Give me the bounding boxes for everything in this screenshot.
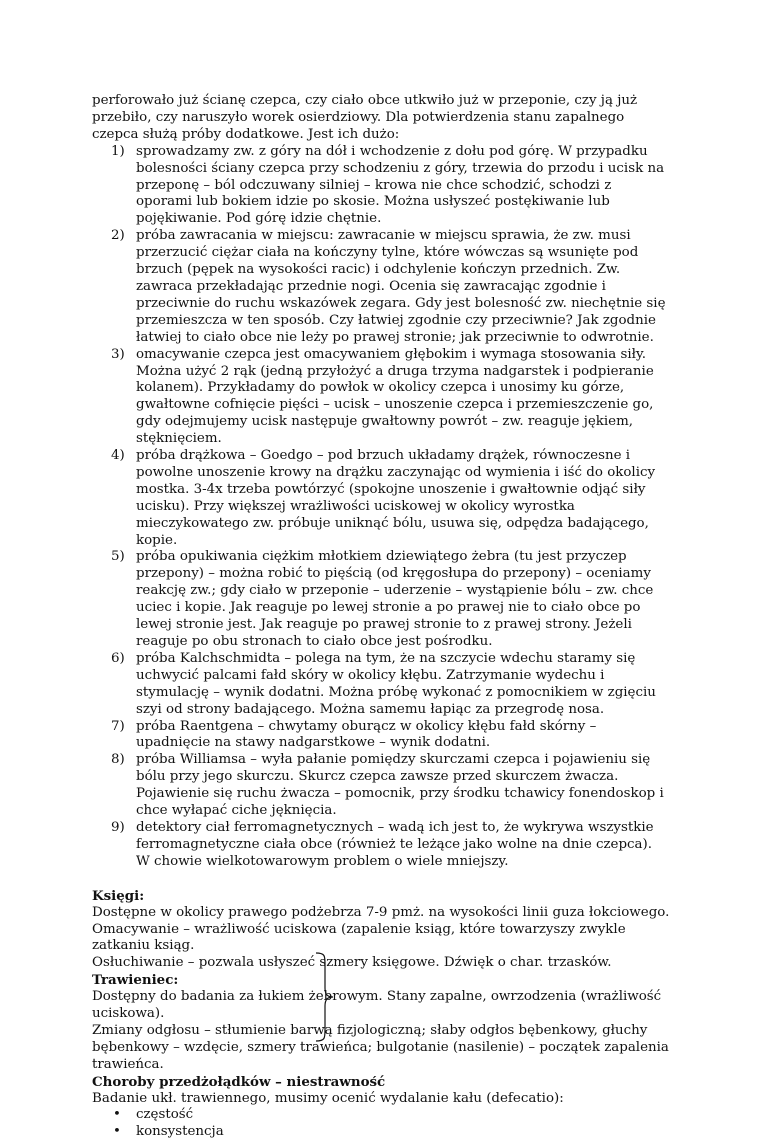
list-item [92, 1107, 670, 1124]
item-number: 7) [111, 718, 125, 734]
item-number: 3) [111, 346, 125, 362]
item-number: 1) [111, 143, 125, 159]
item-text: próba Williamsa – wyła pałanie pomiędzy skurczami czepca i pojawieniu się bólu przy jego skurczu. Skurcz czepca zawsze przed skurczem żwacza. Pojawienie się ruchu żwacza – pomocnik, przy środku tchawicy fonendoskop i chce wyłapać ciche jęknięcia. [136, 752, 664, 819]
item-number: 2) [111, 228, 125, 244]
bullet-icon: • [113, 1124, 121, 1140]
defecation-bullets [92, 1107, 670, 1141]
list-item [92, 228, 670, 346]
list-item [92, 651, 670, 719]
trawieniec-heading: Trawieniec: [92, 972, 179, 989]
item-text: próba drążkowa – Goedgo – pod brzuch układamy drążek, równoczesne i powolne unoszenie krowy na drążku zaczynając od wymienia i iść do okolicy mostka. 3-4x trzeba powtórzyć (spokojne unoszenie i gwałtownie odjąć siły ucisku). Przy większej wrażliwości uciskowej w okolicy wyrostka mieczykowatego zw. próbuje uniknąć bólu, usuwa się, odpędza badającego, kopie. [136, 448, 656, 548]
curly-brace-icon [313, 952, 337, 1042]
item-number: 9) [111, 819, 125, 835]
tests-list [92, 144, 670, 871]
list-item [92, 752, 670, 820]
ksiegi-line: Osłuchiwanie – pozwala usłyszeć szmery księgowe. Dźwięk o char. trzasków. [92, 955, 612, 971]
item-text: próba opukiwania ciężkim młotkiem dziewiątego żebra (tu jest przyczep przepony) – można robić to pięścią (od kręgosłupa do przepony) – oceniamy reakcję zw.; gdy ciało w przeponie – uderzenie – wystąpienie bólu – zw. chce uciec i kopie. Jak reaguje po lewej stronie a po prawej nie to ciało obce po lewej stronie jest. Jak reaguje po prawej stronie to z prawej strony. Jeżeli reaguje po obu stronach to ciało obce jest pośrodku. [136, 549, 654, 649]
item-text: sprowadzamy zw. z góry na dół i wchodzenie z dołu pod górę. W przypadku bolesności ściany czepca przy schodzeniu z góry, trzewia do przodu i ucisk na przeponę – ból odczuwany silniej – krowa nie chce schodzić, schodzi z oporami lub bokiem idzie po skosie. Można usłyszeć postękiwanie lub pojękiwanie. Pod górę idzie chętnie. [136, 143, 665, 227]
item-number: 6) [111, 650, 125, 666]
item-number: 8) [111, 752, 125, 768]
intro-paragraph: perforowało już ścianę czepca, czy ciało obce utkwiło już w przeponie, czy ją już przebiło, czy naruszyło worek osierdziowy. Dla potwierdzenia stanu zapalnego czepca służą próby dodatkowe. Jest ich dużo: [92, 93, 638, 142]
list-item [92, 820, 670, 871]
choroby-heading: Choroby przedżołądków – niestrawność [92, 1073, 386, 1090]
item-number: 5) [111, 549, 125, 565]
list-item [92, 448, 670, 549]
item-text: próba zawracania w miejscu: zawracanie w miejscu sprawia, że zw. musi przerzucić ciężar ciała na kończyny tylne, które wówczas są wsunięte pod brzuch (pępek na wysokości racic) i odchylenie kończyn przednich. Zw. zawraca przekładając przednie nogi. Ocenia się zawracając zgodnie i przeciwnie do ruchu wskazówek zegara. Gdy jest bolesność zw. niechętnie się przemieszcza w ten sposób. Czy łatwiej zgodnie czy przeciwnie? Jak zgodnie łatwiej to ciało obce nie leży po prawej stronie; jak przeciwnie to odwrotnie. [136, 228, 666, 345]
item-number: 4) [111, 448, 125, 464]
list-item [92, 549, 670, 650]
ksiegi-line: Dostępne w okolicy prawego podżebrza 7-9 pmż. na wysokości linii guza łokciowego. [92, 904, 670, 920]
spacer [92, 871, 670, 888]
bullet-icon: • [113, 1107, 121, 1123]
trawieniec-line: Dostępny do badania za łukiem żebrowym. Stany zapalne, owrzodzenia (wrażliwość uciskowa). [92, 989, 662, 1022]
choroby-line: Badanie ukł. trawiennego, musimy ocenić wydalanie kału (defecatio): [92, 1090, 564, 1106]
bullet-text: częstość [136, 1107, 194, 1123]
trawieniec-line: Zmiany odgłosu – stłumienie barwą fizjologiczną; słaby odgłos bębenkowy, głuchy bębenkowy – wzdęcie, szmery trawieńca; bulgotanie (nasilenie) – początek zapalenia trawieńca. [92, 1022, 669, 1072]
item-text: omacywanie czepca jest omacywaniem głębokim i wymaga stosowania siły. Można użyć 2 rąk (jedną przyłożyć a druga trzyma nadgarstek i podpieranie kolanem). Przykładamy do powłok w okolicy czepca i unosimy ku górze, gwałtowne cofnięcie pięści – ucisk – unoszenie czepca i przemieszczenie go, gdy odejmujemy ucisk następuje gwałtowny powrót – zw. reaguje jękiem, stęknięciem. [136, 346, 654, 447]
item-text: próba Kalchschmidta – polega na tym, że na szczycie wdechu staramy się uchwycić palcami fałd skóry w okolicy kłębu. Zatrzymanie wydechu i stymulację – wynik dodatni. Można próbę wykonać z pomocnikiem w zgięciu szyi od strony badającego. Można samemu łapiąc za przegrodę nosa. [136, 650, 656, 717]
list-item [92, 144, 670, 229]
document-page [92, 93, 670, 1141]
list-item [92, 347, 670, 448]
list-item [92, 719, 670, 753]
ksiegi-heading: Księgi: [92, 887, 145, 904]
item-text: próba Raentgena – chwytamy oburącz w okolicy kłębu fałd skórny – upadnięcie na stawy nadgarstkowe – wynik dodatni. [136, 718, 597, 751]
item-text: detektory ciał ferromagnetycznych – wadą ich jest to, że wykrywa wszystkie ferromagnetyczne ciała obce (również te leżące jako wolne na dnie czepca). W chowie wielkotowarowym problem o wiele mniejszy. [136, 819, 654, 869]
bullet-text: konsystencja [136, 1124, 224, 1140]
list-item [92, 1124, 670, 1141]
ksiegi-line: Omacywanie – wrażliwość uciskowa (zapalenie ksiąg, które towarzyszy zwykle zatkaniu ksiąg. [92, 921, 626, 954]
